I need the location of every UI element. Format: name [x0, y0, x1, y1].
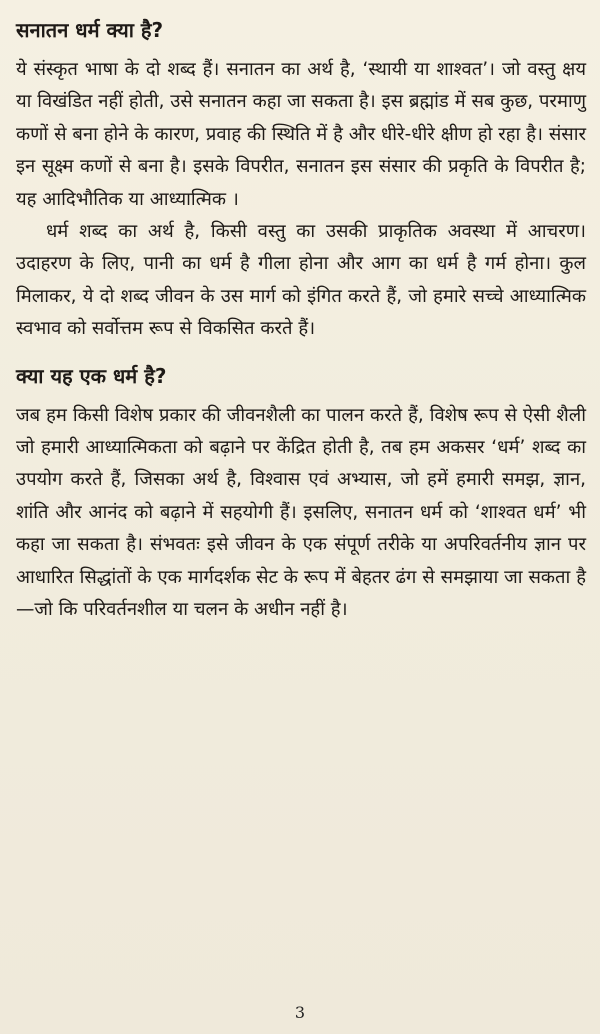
paragraph-sanatan-meaning: ये संस्कृत भाषा के दो शब्द हैं। सनातन का अर्थ है, ‘स्थायी या शाश्वत’। जो वस्तु क्षय या विखंडित नहीं होती, उसे सनातन कहा जा सकता है। इस ब्रह्मांड में सब कुछ, परमाणु कणों से बना होने के कारण, प्रवाह की स्थिति में है और धीरे-धीरे क्षीण हो रहा है। संसार इन सूक्ष्म कणों से बना है। इसके विपरीत, सनातन इस संसार की प्रकृति के विपरीत है; यह आदिभौतिक या आध्यात्मिक । — [16, 59, 586, 210]
page-number: 3 — [294, 1003, 306, 1022]
page-content — [16, 14, 586, 627]
paragraph-religion-explanation: जब हम किसी विशेष प्रकार की जीवनशैली का पालन करते हैं, विशेष रूप से ऐसी शैली जो हमारी आध्यात्मिकता को बढ़ाने पर केंद्रित होती है, तब हम अकसर ‘धर्म’ शब्द का उपयोग करते हैं, जिसका अर्थ है, विश्वास एवं अभ्यास, जो हमें हमारी समझ, ज्ञान, शांति और आनंद को बढ़ाने में सहयोगी हैं। इसलिए, सनातन धर्म को ‘शाश्वत धर्म’ भी कहा जा सकता है। संभवतः इसे जीवन के एक संपूर्ण तरीके या अपरिवर्तनीय ज्ञान पर आधारित सिद्धांतों के एक मार्गदर्शक सेट के रूप में बेहतर ढंग से समझाया जा सकता है—जो कि परिवर्तनशील या चलन के अधीन नहीं है। — [16, 404, 586, 621]
section-heading-is-it-a-religion: क्या यह एक धर्म है? — [16, 363, 167, 388]
paragraph-dharma-meaning: धर्म शब्द का अर्थ है, किसी वस्तु का उसकी प्राकृतिक अवस्था में आचरण। उदाहरण के लिए, पानी का धर्म है गीला होना और आग का धर्म है गर्म होना। कुल मिलाकर, ये दो शब्द जीवन के उस मार्ग को इंगित करते हैं, जो हमारे सच्चे आध्यात्मिक स्वभाव को सर्वोत्तम रूप से विकसित करते हैं। — [16, 221, 586, 340]
section-heading-what-is-sanatan-dharma: सनातन धर्म क्या है? — [16, 18, 164, 42]
